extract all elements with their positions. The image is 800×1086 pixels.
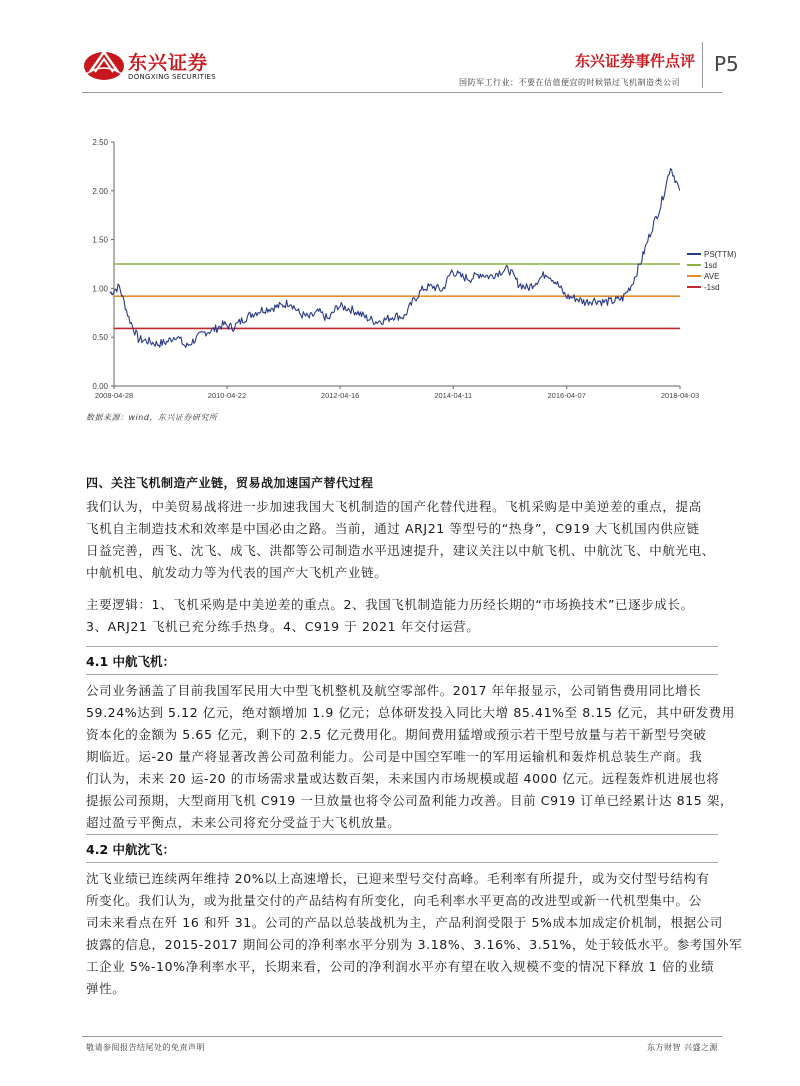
text-line: 司未来看点在歼 16 和歼 31。公司的产品以总装战机为主，产品利润受限于 5%成本加成定价机制，根据公司 [86,915,723,930]
legend-label: PS(TTM) [704,250,737,259]
text-line: 3、ARJ21 飞机已充分练手热身。4、C919 于 2021 年交付运营。 [86,619,480,634]
reference-lines [114,264,680,328]
subsection-rule [86,674,718,675]
text-line: 飞机自主制造技术和效率是中国必由之路。当前，通过 ARJ21 等型号的“热身”，C919 大飞机国内供应链 [86,521,700,536]
text-line: 资本化的金额为 5.65 亿元，剩下的 2.5 亿元费用化。期间费用猛增或预示若干型号放量与若干新型号突破 [86,727,707,742]
y-tick-label: 0.50 [92,333,108,343]
text-line: 我们认为，中美贸易战将进一步加速我国大飞机制造的国产化替代进程。飞机采购是中美逆差的重点，提高 [86,499,702,514]
footer-disclaimer: 敬请参阅报告结尾处的免责声明 [86,1043,205,1052]
x-tick-label: 2010-04-22 [207,391,247,400]
logo-text: 东兴证券 [128,52,209,74]
page-number: P5 [714,52,739,76]
x-tick-label: 2018-04-03 [660,391,700,400]
report-subtitle: 国防军工行业：不要在估值便宜的时候错过飞机制造类公司 [459,78,680,87]
series-layer [110,169,680,348]
text-line: 期临近。运-20 量产将显著改善公司盈利能力。公司是中国空军唯一的军用运输机和轰炸机总装生产商。我 [86,749,703,764]
y-tick-label: 2.00 [92,186,108,196]
footer-slogan: 东方财智 兴盛之源 [646,1043,718,1052]
y-tick-label: 1.00 [92,284,108,294]
subsection-heading-4-1: 4.1 中航飞机： [86,654,175,669]
text-line: 提振公司预期，大型商用飞机 C919 一旦放量也将令公司盈利能力改善。目前 C919 订单已经累计达 815 架， [86,793,734,808]
legend-label: -1sd [704,283,720,292]
y-tick-label: 1.50 [92,235,108,245]
logo-subtext: DONGXING SECURITIES [128,73,217,81]
footer-rule [82,1036,722,1037]
report-type-title: 东兴证券事件点评 [574,52,695,70]
x-tick-label: 2008-04-28 [94,391,134,400]
section4-paragraph-2 [86,594,718,638]
section4-paragraph-1 [86,496,718,584]
section41-paragraph [86,680,735,834]
series-line-ps-ttm [110,169,680,348]
section42-paragraph [86,868,743,1000]
x-tick-label: 2012-04-16 [320,391,360,400]
subsection-rule [86,862,718,863]
chart-legend [687,250,737,292]
header-rule [82,92,722,93]
chart-source: 数据来源：wind，东兴证券研究所 [86,413,218,422]
text-line: 中航机电、航发动力等为代表的国产大飞机产业链。 [86,565,388,580]
ps-ttm-chart [82,132,737,404]
y-tick-label: 2.50 [92,138,108,147]
legend-label: AVE [704,272,720,281]
text-line: 所变化。我们认为，或为批量交付的产品结构有所变化，向毛利率水平更高的改进型或新一代机型集中。公 [86,893,702,908]
subsection-heading-4-2: 4.2 中航沈飞： [86,842,175,857]
text-line: 们认为，未来 20 运-20 的市场需求量或达数百架，未来国内市场规模或超 4000 亿元。远程轰炸机进展也将 [86,771,720,786]
header-divider [702,42,703,88]
x-tick-label: 2014-04-11 [434,391,473,400]
text-line: 沈飞业绩已连续两年维持 20%以上高速增长，已迎来型号交付高峰。毛利率有所提升，或为交付型号结构有 [86,871,710,886]
text-line: 59.24%达到 5.12 亿元，绝对额增加 1.9 亿元；总体研发投入同比大增 85.41%至 8.15 亿元，其中研发费用 [86,705,735,720]
subsection-rule [86,646,718,647]
text-line: 工企业 5%-10%净利率水平，长期来看，公司的净利润水平亦有望在收入规模不变的情况下释放 1 倍的业绩 [86,959,715,974]
text-line: 披露的信息，2015-2017 期间公司的净利率水平分别为 3.18%、3.16%、3.51%，处于较低水平。参考国外军 [86,937,743,952]
x-tick-label: 2016-04-07 [547,391,586,400]
logo-icon [82,44,126,82]
text-line: 日益完善，西飞、沈飞、成飞、洪都等公司制造水平迅速提升，建议关注以中航飞机、中航沈飞、中航光电、 [86,543,715,558]
text-line: 弹性。 [86,981,126,996]
chart-axes [92,138,699,400]
text-line: 公司业务涵盖了目前我国军民用大中型飞机整机及航空零部件。2017 年年报显示，公司销售费用同比增长 [86,683,702,698]
y-tick-label: 0.00 [92,382,108,391]
text-line: 超过盈亏平衡点，未来公司将充分受益于大飞机放量。 [86,815,401,830]
subsection-rule [86,834,718,835]
section-heading: 四、关注飞机制造产业链，贸易战加速国产替代过程 [86,476,374,490]
legend-label: 1sd [704,261,717,270]
text-line: 主要逻辑：1、飞机采购是中美逆差的重点。2、我国飞机制造能力历经长期的“市场换技术”已逐步成长。 [86,597,694,612]
